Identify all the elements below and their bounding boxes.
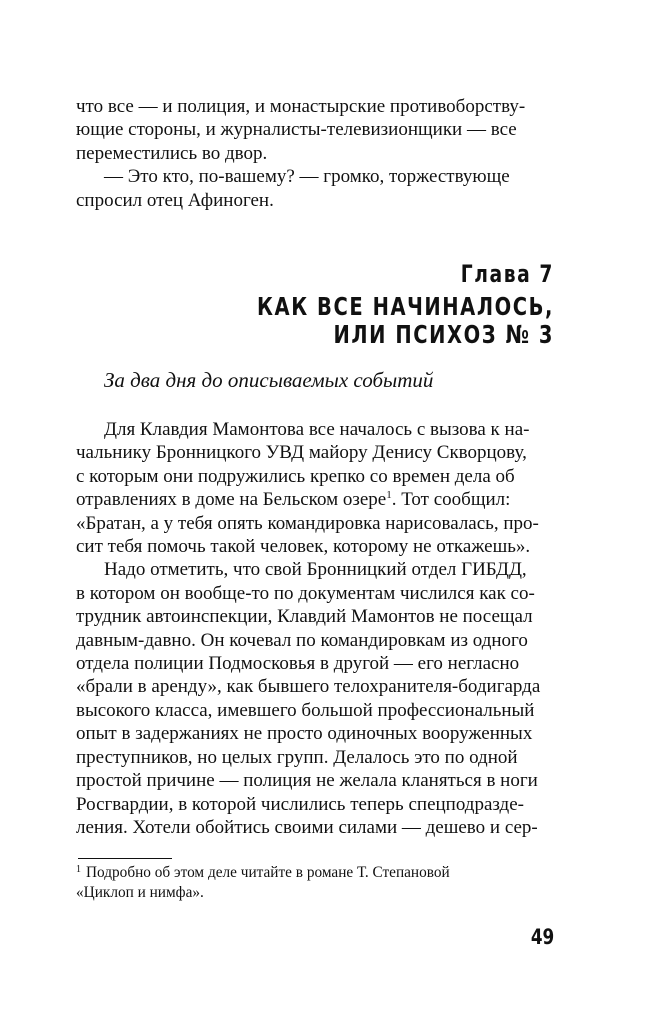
- footnote-line: «Циклоп и нимфа».: [76, 884, 204, 901]
- text-line: Росгвардии, в которой числились теперь спецподразде-: [76, 793, 524, 815]
- footnote-reference[interactable]: 1: [386, 489, 392, 502]
- text-line: — Это кто, по-вашему? — громко, торжествующе: [104, 166, 510, 188]
- text-line: переместились во двор.: [76, 142, 268, 164]
- text-line: трудник автоинспекции, Клавдий Мамонтов не посещал: [76, 606, 533, 628]
- intro-paragraph-2: [76, 165, 554, 212]
- page-number: 49: [530, 925, 554, 949]
- text-line: спросил отец Афиноген.: [76, 189, 274, 211]
- footnote: [76, 863, 554, 903]
- text-line: чальнику Бронницкого УВД майору Денису Скворцову,: [76, 442, 527, 464]
- text-line: преступников, но целых групп. Делалось это по одной: [76, 746, 518, 768]
- chapter-title-line-1: КАК ВСЕ НАЧИНАЛОСЬ,: [257, 292, 554, 321]
- text-line: давным-давно. Он кочевал по командировкам из одного: [76, 629, 528, 651]
- text-line: высокого класса, имевшего большой профессиональный: [76, 699, 535, 721]
- chapter-label: Глава 7: [460, 260, 554, 288]
- text-line: что все — и полиция, и монастырские противоборству-: [76, 96, 526, 117]
- footnote-line: Подробно об этом деле читайте в романе Т. Степановой: [86, 864, 450, 881]
- intro-text: [76, 95, 554, 212]
- chapter-title-line-2: ИЛИ ПСИХОЗ № 3: [333, 320, 554, 349]
- epigraph: За два дня до описываемых событий: [104, 368, 434, 392]
- text-line: простой причине — полиция не желала кланяться в ноги: [76, 770, 538, 792]
- text-line: «брали в аренду», как бывшего телохранителя-бодигарда: [76, 676, 541, 698]
- footnote-divider: [78, 858, 172, 859]
- text-line: Для Клавдия Мамонтова все началось с вызова к на-: [104, 419, 530, 440]
- text-line: с которым они подружились крепко со времен дела об: [76, 465, 515, 487]
- text-line: ления. Хотели обойтись своими силами — дешево и сер-: [76, 816, 538, 838]
- footnote-mark: 1: [76, 864, 81, 875]
- text-line: отравлениях в доме на Бельском озере: [76, 489, 387, 511]
- body-paragraph-2: [76, 558, 554, 839]
- intro-paragraph-1: [76, 95, 554, 165]
- text-line: . Тот сообщил:: [391, 489, 511, 511]
- text-line: «Братан, а у тебя опять командировка нарисовалась, про-: [76, 512, 539, 534]
- text-line: в котором он вообще-то по документам числился как со-: [76, 582, 535, 604]
- body-text: [76, 418, 554, 839]
- chapter-title: [211, 293, 554, 349]
- text-line: Надо отметить, что свой Бронницкий отдел ГИБДД,: [104, 559, 527, 581]
- text-line: ющие стороны, и журналисты-телевизионщики — все: [76, 119, 517, 141]
- text-line: отдела полиции Подмосковья в другой — его негласно: [76, 653, 520, 675]
- text-line: опыт в задержаниях не просто одиночных вооруженных: [76, 723, 533, 745]
- text-line: сит тебя помочь такой человек, которому не откажешь».: [76, 536, 531, 558]
- body-paragraph-1: [76, 418, 554, 558]
